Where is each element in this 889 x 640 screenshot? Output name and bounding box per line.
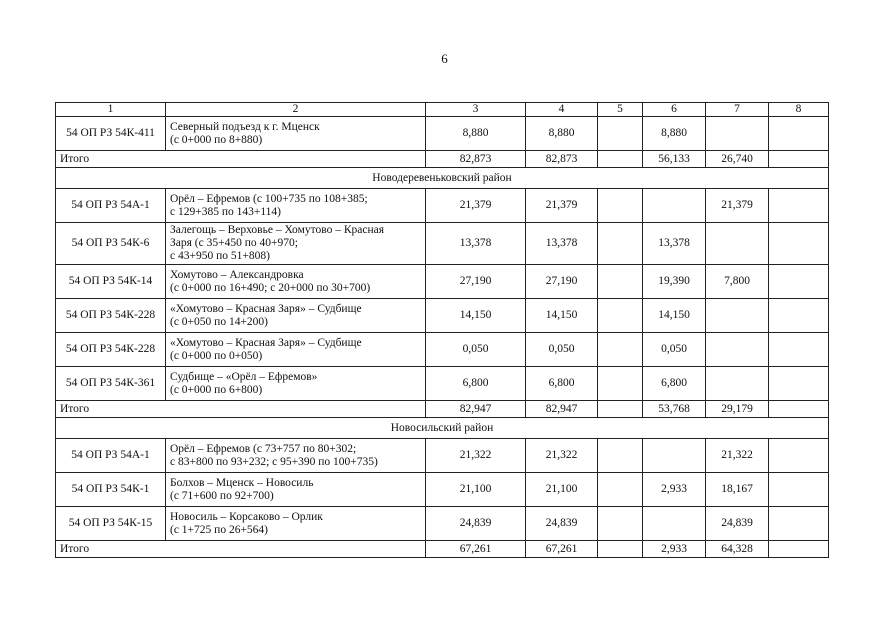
total-row — [56, 151, 829, 168]
road-description — [166, 507, 426, 541]
road-row — [56, 223, 829, 265]
total-value-c7: 26,740 — [706, 151, 769, 168]
length-value-c6: 6,800 — [643, 367, 706, 401]
road-row — [56, 333, 829, 367]
road-row — [56, 507, 829, 541]
length-value-c3: 13,378 — [426, 223, 526, 265]
header-cell-1: 1 — [56, 103, 166, 117]
length-value-c7: 21,379 — [706, 189, 769, 223]
road-description-line: (с 71+600 по 92+700) — [170, 489, 274, 502]
length-value-c4: 13,378 — [526, 223, 598, 265]
length-value-c3: 8,880 — [426, 117, 526, 151]
road-description-line: с 83+800 по 93+232; с 95+390 по 100+735) — [170, 455, 378, 468]
total-value-c5 — [598, 541, 643, 558]
total-value-c6: 2,933 — [643, 541, 706, 558]
road-row — [56, 117, 829, 151]
header-cell-7: 7 — [706, 103, 769, 117]
length-value-c7: 18,167 — [706, 473, 769, 507]
district-name: Новосильский район — [56, 418, 829, 439]
header-row — [56, 103, 829, 117]
length-value-c4: 14,150 — [526, 299, 598, 333]
road-description-line: (с 1+725 по 26+564) — [170, 523, 269, 536]
road-list-table — [55, 102, 829, 558]
length-value-c6: 0,050 — [643, 333, 706, 367]
total-label: Итого — [56, 401, 426, 418]
length-value-c7: 24,839 — [706, 507, 769, 541]
length-value-c6: 14,150 — [643, 299, 706, 333]
length-value-c7: 7,800 — [706, 265, 769, 299]
total-value-c3: 82,873 — [426, 151, 526, 168]
total-label: Итого — [56, 151, 426, 168]
road-description-line: Хомутово – Александровка — [170, 268, 304, 281]
road-description-line: (с 0+050 по 14+200) — [170, 315, 269, 328]
length-value-c6 — [643, 507, 706, 541]
road-code: 54 ОП РЗ 54А-1 — [56, 439, 166, 473]
length-value-c7 — [706, 223, 769, 265]
length-value-c6: 8,880 — [643, 117, 706, 151]
road-code: 54 ОП РЗ 54А-1 — [56, 189, 166, 223]
length-value-c7 — [706, 299, 769, 333]
road-description — [166, 189, 426, 223]
length-value-c4: 27,190 — [526, 265, 598, 299]
total-row — [56, 401, 829, 418]
length-value-c4: 21,379 — [526, 189, 598, 223]
total-value-c5 — [598, 151, 643, 168]
total-value-c3: 82,947 — [426, 401, 526, 418]
road-description — [166, 439, 426, 473]
length-value-c8 — [769, 473, 829, 507]
length-value-c6: 19,390 — [643, 265, 706, 299]
header-cell-5: 5 — [598, 103, 643, 117]
length-value-c3: 0,050 — [426, 333, 526, 367]
total-row — [56, 541, 829, 558]
district-header-row — [56, 168, 829, 189]
length-value-c5 — [598, 189, 643, 223]
road-description — [166, 265, 426, 299]
total-value-c5 — [598, 401, 643, 418]
header-cell-4: 4 — [526, 103, 598, 117]
road-description — [166, 117, 426, 151]
road-description-line: с 129+385 по 143+114) — [170, 205, 282, 218]
road-description-line: Северный подъезд к г. Мценск — [170, 120, 320, 133]
road-description-line: Новосиль – Корсаково – Орлик — [170, 510, 323, 523]
length-value-c4: 6,800 — [526, 367, 598, 401]
length-value-c4: 21,322 — [526, 439, 598, 473]
length-value-c4: 8,880 — [526, 117, 598, 151]
header-cell-3: 3 — [426, 103, 526, 117]
length-value-c8 — [769, 117, 829, 151]
road-row — [56, 439, 829, 473]
length-value-c5 — [598, 333, 643, 367]
district-name: Новодеревеньковский район — [56, 168, 829, 189]
total-label: Итого — [56, 541, 426, 558]
total-value-c8 — [769, 151, 829, 168]
total-value-c3: 67,261 — [426, 541, 526, 558]
total-value-c6: 53,768 — [643, 401, 706, 418]
total-value-c4: 82,873 — [526, 151, 598, 168]
road-description-line: Судбище – «Орёл – Ефремов» — [170, 370, 318, 383]
length-value-c8 — [769, 223, 829, 265]
total-value-c4: 82,947 — [526, 401, 598, 418]
road-code: 54 ОП РЗ 54К-14 — [56, 265, 166, 299]
road-code: 54 ОП РЗ 54К-15 — [56, 507, 166, 541]
length-value-c4: 21,100 — [526, 473, 598, 507]
road-description-line: Орёл – Ефремов (с 100+735 по 108+385; — [170, 192, 368, 205]
total-value-c6: 56,133 — [643, 151, 706, 168]
road-row — [56, 299, 829, 333]
length-value-c6 — [643, 189, 706, 223]
length-value-c8 — [769, 299, 829, 333]
length-value-c4: 0,050 — [526, 333, 598, 367]
road-description — [166, 223, 426, 265]
total-value-c8 — [769, 401, 829, 418]
road-description-line: (с 0+000 по 6+800) — [170, 383, 263, 396]
length-value-c8 — [769, 507, 829, 541]
length-value-c6: 13,378 — [643, 223, 706, 265]
road-description — [166, 299, 426, 333]
length-value-c7 — [706, 367, 769, 401]
road-description-line: «Хомутово – Красная Заря» – Судбище — [170, 302, 362, 315]
road-description-line: Орёл – Ефремов (с 73+757 по 80+302; — [170, 442, 357, 455]
length-value-c8 — [769, 439, 829, 473]
road-description-line: (с 0+000 по 16+490; с 20+000 по 30+700) — [170, 281, 371, 294]
road-row — [56, 473, 829, 507]
road-code: 54 ОП РЗ 54К-228 — [56, 299, 166, 333]
length-value-c6: 2,933 — [643, 473, 706, 507]
header-cell-8: 8 — [769, 103, 829, 117]
header-cell-6: 6 — [643, 103, 706, 117]
length-value-c5 — [598, 265, 643, 299]
length-value-c5 — [598, 473, 643, 507]
length-value-c8 — [769, 333, 829, 367]
road-code: 54 ОП РЗ 54К-228 — [56, 333, 166, 367]
road-description — [166, 473, 426, 507]
page-number: 6 — [441, 51, 448, 66]
road-row — [56, 189, 829, 223]
length-value-c3: 21,379 — [426, 189, 526, 223]
road-code: 54 ОП РЗ 54К-361 — [56, 367, 166, 401]
district-header-row — [56, 418, 829, 439]
length-value-c3: 14,150 — [426, 299, 526, 333]
length-value-c4: 24,839 — [526, 507, 598, 541]
total-value-c7: 64,328 — [706, 541, 769, 558]
length-value-c5 — [598, 117, 643, 151]
length-value-c3: 24,839 — [426, 507, 526, 541]
length-value-c3: 21,322 — [426, 439, 526, 473]
length-value-c5 — [598, 223, 643, 265]
road-description-line: с 43+950 по 51+808) — [170, 250, 270, 262]
length-value-c5 — [598, 439, 643, 473]
length-value-c5 — [598, 367, 643, 401]
road-description — [166, 367, 426, 401]
length-value-c3: 21,100 — [426, 473, 526, 507]
header-cell-2: 2 — [166, 103, 426, 117]
length-value-c8 — [769, 367, 829, 401]
length-value-c5 — [598, 299, 643, 333]
total-value-c8 — [769, 541, 829, 558]
road-row — [56, 265, 829, 299]
length-value-c5 — [598, 507, 643, 541]
length-value-c6 — [643, 439, 706, 473]
length-value-c8 — [769, 265, 829, 299]
road-code: 54 ОП РЗ 54К-411 — [56, 117, 166, 151]
road-code: 54 ОП РЗ 54К-1 — [56, 473, 166, 507]
length-value-c3: 27,190 — [426, 265, 526, 299]
road-description-line: (с 0+000 по 8+880) — [170, 133, 263, 146]
road-description-line: Болхов – Мценск – Новосиль — [170, 476, 314, 489]
length-value-c3: 6,800 — [426, 367, 526, 401]
length-value-c8 — [769, 189, 829, 223]
total-value-c4: 67,261 — [526, 541, 598, 558]
length-value-c7 — [706, 117, 769, 151]
road-description-line: «Хомутово – Красная Заря» – Судбище — [170, 336, 362, 349]
road-row — [56, 367, 829, 401]
road-description-line: Залегощь – Верховье – Хомутово – Красная — [170, 224, 384, 236]
road-description-line: Заря (с 35+450 по 40+970; — [170, 237, 298, 249]
length-value-c7 — [706, 333, 769, 367]
road-description-line: (с 0+000 по 0+050) — [170, 349, 263, 362]
length-value-c7: 21,322 — [706, 439, 769, 473]
road-code: 54 ОП РЗ 54К-6 — [56, 223, 166, 265]
total-value-c7: 29,179 — [706, 401, 769, 418]
road-description — [166, 333, 426, 367]
